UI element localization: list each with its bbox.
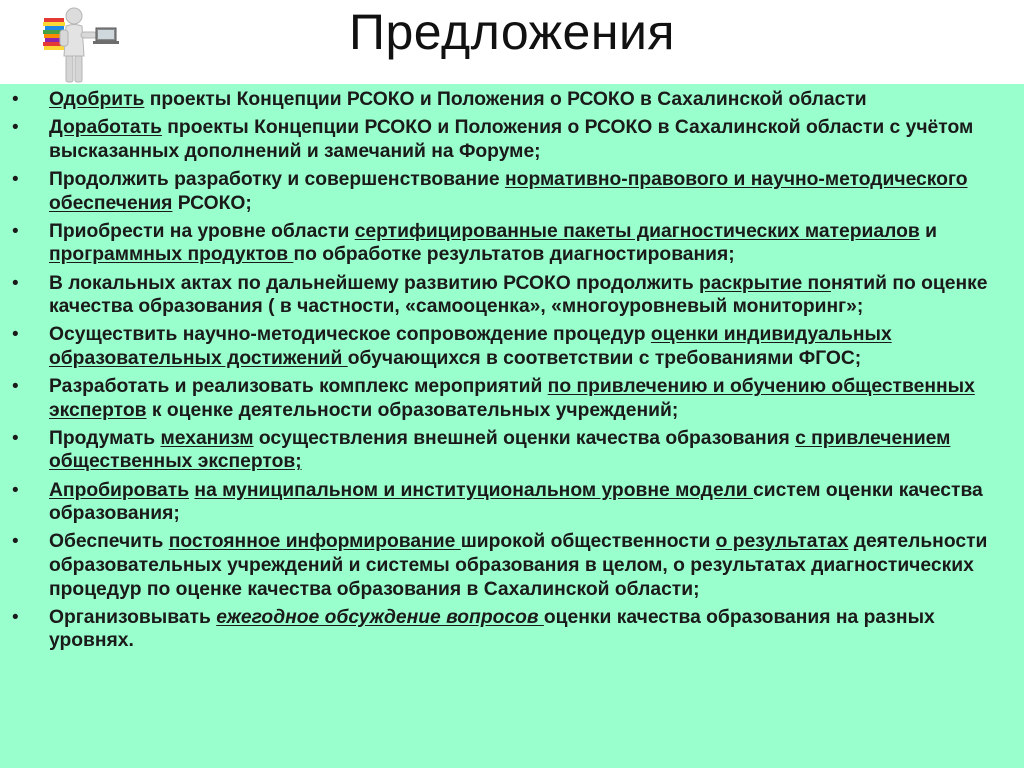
item-text: к оценке деятельности образовательных учреждений; xyxy=(146,399,679,421)
item-text: РСОКО; xyxy=(172,192,252,214)
list-item xyxy=(0,116,1024,163)
bullet-icon: • xyxy=(12,324,19,346)
item-text: Организовывать xyxy=(49,606,217,628)
emphasized-text: с привлечением общественных экспертов; xyxy=(49,427,951,473)
item-text: В локальных актах по дальнейшему развитию РСОКО продолжить xyxy=(49,272,700,294)
item-text: оценки качества образования на разных уровнях. xyxy=(49,606,935,652)
item-text: Приобрести на уровне области xyxy=(49,220,355,242)
item-text: проекты Концепции РСОКО и Положения о РСОКО в Сахалинской области xyxy=(144,89,867,110)
list-item xyxy=(0,88,1024,112)
item-text: систем оценки качества образования; xyxy=(49,479,983,525)
emphasized-text: механизм xyxy=(160,427,254,449)
list-item xyxy=(0,427,1024,474)
item-text: Продолжить разработку и совершенствование xyxy=(49,168,506,190)
page-title: Предложения xyxy=(349,4,675,60)
item-text: проекты Концепции РСОКО и Положения о РСОКО в Сахалинской области с учётом высказанных дополнений и замечаний на Форуме; xyxy=(49,117,974,162)
list-item xyxy=(0,479,1024,526)
proposals-list xyxy=(0,88,1024,658)
item-text: деятельности образовательных учреждений и системы образования в целом, о результатах диагностических процедур по оценке качества образования в Сахалинской области; xyxy=(49,531,988,600)
proposals-panel xyxy=(0,84,1024,768)
list-item xyxy=(0,375,1024,422)
emphasized-text: нормативно-правового и научно-методического обеспечения xyxy=(49,168,968,214)
list-item xyxy=(0,168,1024,215)
bullet-icon: • xyxy=(12,220,19,242)
emphasized-text: по привлечению и обучению общественных экспертов xyxy=(49,376,975,421)
item-text: осуществления внешней оценки качества образования xyxy=(253,427,796,449)
bullet-icon: • xyxy=(12,89,19,110)
list-item xyxy=(0,606,1024,653)
item-text: Разработать и реализовать комплекс мероприятий xyxy=(49,376,548,398)
bullet-icon: • xyxy=(12,531,19,553)
bullet-icon: • xyxy=(12,168,19,190)
bullet-icon: • xyxy=(12,376,19,398)
bullet-icon: • xyxy=(12,117,19,139)
emphasized-text: о результатах xyxy=(715,531,849,553)
emphasized-text: программных продуктов xyxy=(49,244,294,266)
bullet-icon: • xyxy=(12,272,19,294)
emphasized-text: оценки индивидуальных образовательных достижений xyxy=(49,324,892,369)
emphasized-text: раскрытие по xyxy=(699,272,831,294)
item-text: Продумать xyxy=(49,427,161,449)
slide-header xyxy=(0,0,1024,84)
emphasized-text: постоянное информирование xyxy=(168,531,461,553)
emphasized-text: на муниципальном и институциональном уровне модели xyxy=(194,479,754,501)
bullet-icon: • xyxy=(12,479,19,501)
emphasized-text: Апробировать xyxy=(49,479,190,501)
list-item xyxy=(0,530,1024,601)
bullet-icon: • xyxy=(12,606,19,628)
item-text: Осуществить научно-методическое сопровождение процедур xyxy=(49,324,651,346)
item-text: широкой общественности xyxy=(460,531,716,553)
emphasized-text: сертифицированные пакеты диагностических материалов xyxy=(354,220,920,242)
emphasized-text: Доработать xyxy=(49,117,162,139)
bullet-icon: • xyxy=(12,427,19,449)
list-item xyxy=(0,220,1024,267)
item-text: по обработке результатов диагностирования; xyxy=(293,244,735,266)
list-item xyxy=(0,323,1024,370)
emphasized-text: ежегодное обсуждение вопросов xyxy=(216,606,544,628)
item-text: обучающихся в соответствии с требованиями ФГОС; xyxy=(347,347,862,369)
emphasized-text: Одобрить xyxy=(49,89,145,110)
item-text: и xyxy=(919,220,937,242)
list-item xyxy=(0,272,1024,319)
item-text: нятий по оценке качества образования ( в частности, «самооценка», «многоуровневый мониторинг»; xyxy=(49,272,988,318)
item-text: Обеспечить xyxy=(49,531,169,553)
